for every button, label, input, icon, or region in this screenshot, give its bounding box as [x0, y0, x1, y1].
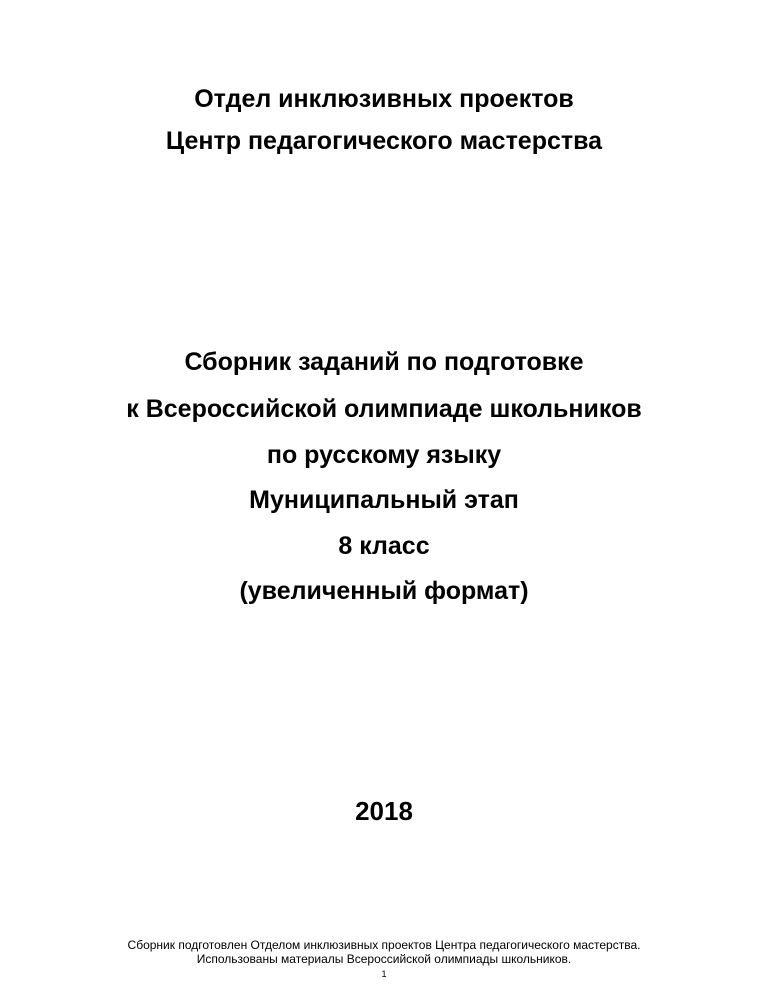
- title-line-6: (увеличенный формат): [239, 577, 529, 605]
- publication-year: 2018: [355, 796, 413, 826]
- title-line-3: по русскому языку: [266, 441, 502, 469]
- page-number: 1: [381, 969, 387, 979]
- organization-center: Центр педагогического мастерства: [165, 127, 603, 155]
- footer-note-1: Сборник подготовлен Отделом инклюзивных проектов Центра педагогического мастерства.: [127, 938, 641, 952]
- organization-department: Отдел инклюзивных проектов: [194, 85, 574, 113]
- title-line-4: Муниципальный этап: [249, 486, 519, 514]
- footer-note-2: Использованы материалы Всероссийской олимпиады школьников.: [196, 952, 572, 966]
- title-line-5: 8 класс: [338, 532, 430, 560]
- title-line-2: к Всероссийской олимпиаде школьников: [126, 395, 642, 423]
- title-line-1: Сборник заданий по подготовке: [184, 348, 584, 376]
